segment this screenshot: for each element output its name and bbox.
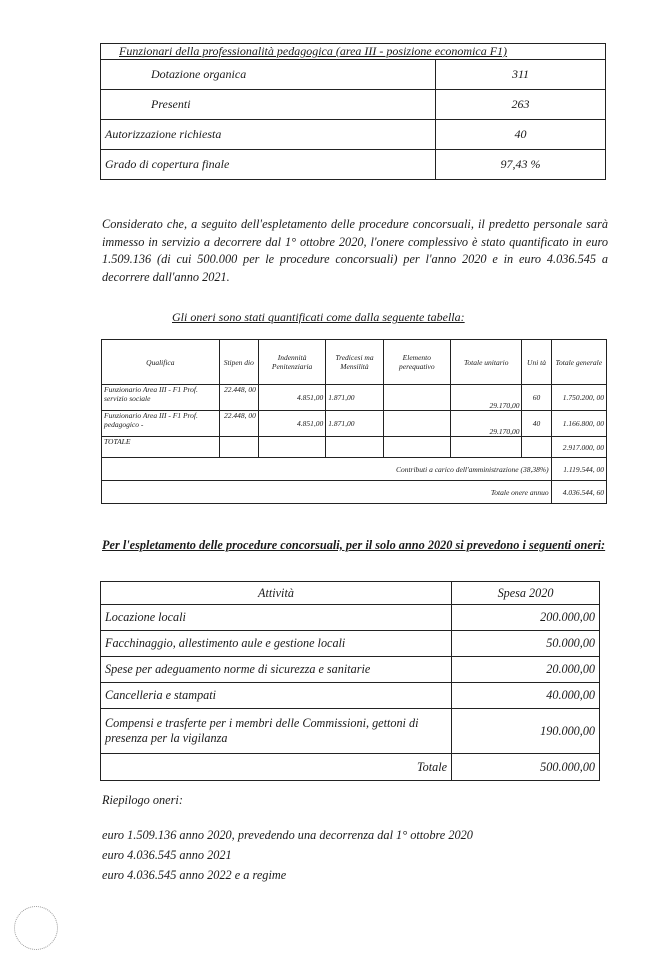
table-row: [101, 631, 600, 657]
expenses-table: [100, 581, 600, 781]
table-row: [102, 458, 607, 481]
attivita-cell: Locazione locali: [101, 605, 452, 631]
table-row: [101, 754, 600, 781]
riepilogo-line: euro 4.036.545 anno 2021: [102, 848, 232, 862]
section-heading: Per l'espletamento delle procedure concorsuali, per il solo anno 2020 si prevedono i seguenti oneri:: [102, 538, 606, 552]
staffing-label: Dotazione organica: [101, 60, 436, 90]
stamp-mark: [14, 906, 58, 950]
stipendio-cell: 22.448, 00: [219, 411, 258, 437]
spesa-cell: 20.000,00: [452, 657, 600, 683]
column-header: Indennità Penitenziaria: [258, 340, 325, 385]
contributi-label: Contributi a carico dell'amministrazione (38,38%): [102, 458, 552, 481]
staffing-value: 40: [436, 120, 606, 150]
column-header: Elemento perequativo: [383, 340, 450, 385]
column-header: Stipen dio: [219, 340, 258, 385]
qualifica-cell: Funzionario Area III - F1 Prof. servizio sociale: [102, 385, 220, 411]
riepilogo-lines: [102, 825, 473, 885]
attivita-cell: Spese per adeguamento norme di sicurezza e sanitarie: [101, 657, 452, 683]
onere-label: Totale onere annuo: [102, 481, 552, 504]
staffing-value: 263: [436, 90, 606, 120]
table-row: [101, 709, 600, 754]
attivita-cell: Compensi e trasferte per i membri delle Commissioni, gettoni di presenza per la vigilanza: [101, 709, 452, 754]
table-caption: Gli oneri sono stati quantificati come dalla seguente tabella:: [172, 310, 465, 324]
column-header: Uni tà: [522, 340, 551, 385]
staffing-table-header: Funzionari della professionalità pedagogica (area III - posizione economica F1): [101, 44, 606, 60]
attivita-cell: Cancelleria e stampati: [101, 683, 452, 709]
indennita-cell: 4.851,00: [258, 411, 325, 437]
staffing-table: [100, 43, 606, 180]
staffing-label: Grado di copertura finale: [101, 150, 436, 180]
riepilogo-line: euro 1.509.136 anno 2020, prevedendo una decorrenza dal 1° ottobre 2020: [102, 828, 473, 842]
tredicesima-cell: 1.871,00: [326, 411, 383, 437]
indennita-cell: 4.851,00: [258, 385, 325, 411]
spesa-cell: 200.000,00: [452, 605, 600, 631]
totale-label: Totale: [101, 754, 452, 781]
totale-value: 500.000,00: [452, 754, 600, 781]
onere-value: 4.036.544, 60: [551, 481, 606, 504]
column-header: Qualifica: [102, 340, 220, 385]
staffing-value: 311: [436, 60, 606, 90]
stipendio-cell: 22.448, 00: [219, 385, 258, 411]
totale-generale-cell: 1.166.800, 00: [551, 411, 606, 437]
contributi-value: 1.119.544, 00: [551, 458, 606, 481]
spesa-cell: 40.000,00: [452, 683, 600, 709]
elemento-cell: [383, 385, 450, 411]
totale-unitario-cell: 29.170,00: [451, 385, 522, 411]
unita-cell: 40: [522, 411, 551, 437]
totale-value: 2.917.000, 00: [551, 437, 606, 458]
qualifica-cell: Funzionario Area III - F1 Prof. pedagogico -: [102, 411, 220, 437]
column-header: Tredicesi ma Mensilità: [326, 340, 383, 385]
unita-cell: 60: [522, 385, 551, 411]
staffing-label: Autorizzazione richiesta: [101, 120, 436, 150]
attivita-cell: Facchinaggio, allestimento aule e gestione locali: [101, 631, 452, 657]
table-row: [102, 437, 607, 458]
column-header: Totale unitario: [451, 340, 522, 385]
column-header: Totale generale: [551, 340, 606, 385]
table-row: [102, 385, 607, 411]
totale-unitario-cell: 29.170,00: [451, 411, 522, 437]
elemento-cell: [383, 411, 450, 437]
costs-table: [101, 339, 607, 504]
table-row: [102, 481, 607, 504]
table-row: [101, 683, 600, 709]
totale-generale-cell: 1.750.200, 00: [551, 385, 606, 411]
spesa-cell: 50.000,00: [452, 631, 600, 657]
riepilogo-line: euro 4.036.545 anno 2022 e a regime: [102, 868, 287, 882]
table-row: [102, 411, 607, 437]
table-row: [101, 605, 600, 631]
column-header: Attività: [101, 582, 452, 605]
riepilogo-title: Riepilogo oneri:: [102, 793, 183, 807]
table-row: [101, 657, 600, 683]
tredicesima-cell: 1.871,00: [326, 385, 383, 411]
spesa-cell: 190.000,00: [452, 709, 600, 754]
staffing-label: Presenti: [101, 90, 436, 120]
body-paragraph: Considerato che, a seguito dell'espletamento delle procedure concorsuali, il predetto personale sarà immesso in servizio a decorrere dal 1° ottobre 2020, l'onere complessivo è stato quantificato in euro 1.509.136 (di cui 500.000 per le procedure concorsuali) per l'anno 2020 e in euro 4.036.545 a decorrere dall'anno 2021.: [102, 217, 608, 284]
staffing-value: 97,43 %: [436, 150, 606, 180]
column-header: Spesa 2020: [452, 582, 600, 605]
totale-label: TOTALE: [102, 437, 220, 458]
